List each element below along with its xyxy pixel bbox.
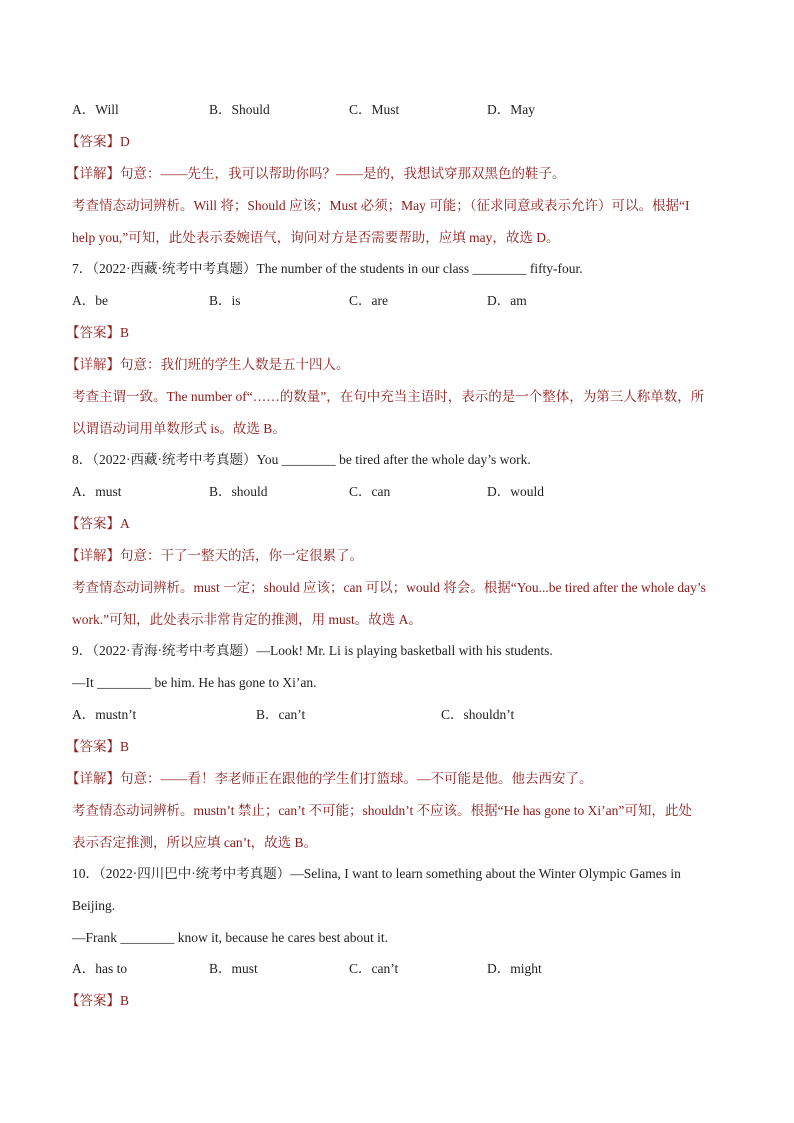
option-c: C．Must [349,102,400,117]
option-a: A．Will [72,102,119,117]
answer-label: 【答案】A [66,516,130,531]
option-c: C．shouldn’t [441,707,515,722]
option-c: C．can [349,484,391,499]
detail-analysis: 考查情态动词辨析。mustn’t 禁止；can’t 不可能；shouldn’t 不应该。根据“He has gone to Xi’an”可知，此处 [72,803,692,818]
option-a: A．has to [72,961,128,976]
option-b: B．is [209,293,241,308]
option-b: B．should [209,484,268,499]
detail-analysis-cont: help you,”可知，此处表示委婉语气，询问对方是否需要帮助，应填 may，故选 D。 [72,230,560,245]
option-b: B．can’t [256,707,306,722]
answer-label: 【答案】B [66,739,130,754]
answer-label: 【答案】B [66,993,130,1008]
question-stem: 7．（2022·西藏·统考中考真题）The number of the students in our class ________ fifty-four. [72,261,583,276]
option-d: D．might [487,961,542,976]
option-d: D．would [487,484,544,499]
detail-analysis-cont: 以谓语动词用单数形式 is。故选 B。 [72,421,286,436]
detail-translation: 【详解】句意：——看！李老师正在跟他的学生们打篮球。—不可能是他。他去西安了。 [66,771,593,786]
option-d: D．am [487,293,527,308]
detail-translation: 【详解】句意：——先生，我可以帮助你吗？——是的，我想试穿那双黑色的鞋子。 [66,166,566,181]
detail-analysis: 考查情态动词辨析。must 一定；should 应该；can 可以；would 将会。根据“You...be tired after the whole day’s [72,580,706,595]
option-b: B．Should [209,102,270,117]
question-stem-cont-2: —Frank ________ know it, because he cares best about it. [72,930,389,945]
detail-analysis: 考查情态动词辨析。Will 将；Should 应该；Must 必须；May 可能；（征求同意或表示允许）可以。根据“I [72,198,690,213]
detail-analysis: 考查主谓一致。The number of“……的数量”，在句中充当主语时，表示的是一个整体，为第三人称单数，所 [72,389,705,404]
option-a: A．must [72,484,122,499]
question-stem: 10．（2022·四川巴中·统考中考真题）—Selina, I want to learn something about the Winter Olympic Games in [72,866,681,881]
answer-label: 【答案】D [66,134,130,149]
question-stem-cont: —It ________ be him. He has gone to Xi’an. [72,675,317,690]
detail-translation: 【详解】句意：我们班的学生人数是五十四人。 [66,357,350,372]
detail-analysis-cont: 表示否定推测，所以应填 can’t，故选 B。 [72,835,317,850]
detail-analysis-cont: work.”可知，此处表示非常肯定的推测，用 must。故选 A。 [72,612,422,627]
question-stem: 9．（2022·青海·统考中考真题）—Look! Mr. Li is playing basketball with his students. [72,643,553,658]
answer-label: 【答案】B [66,325,130,340]
option-c: C．are [349,293,388,308]
option-d: D．May [487,102,535,117]
question-stem-cont: Beijing. [72,898,116,913]
question-stem: 8．（2022·西藏·统考中考真题）You ________ be tired after the whole day’s work. [72,452,531,467]
option-a: A．be [72,293,108,308]
option-a: A．mustn’t [72,707,137,722]
option-c: C．can’t [349,961,399,976]
detail-translation: 【详解】句意：干了一整天的活，你一定很累了。 [66,548,363,563]
option-b: B．must [209,961,258,976]
